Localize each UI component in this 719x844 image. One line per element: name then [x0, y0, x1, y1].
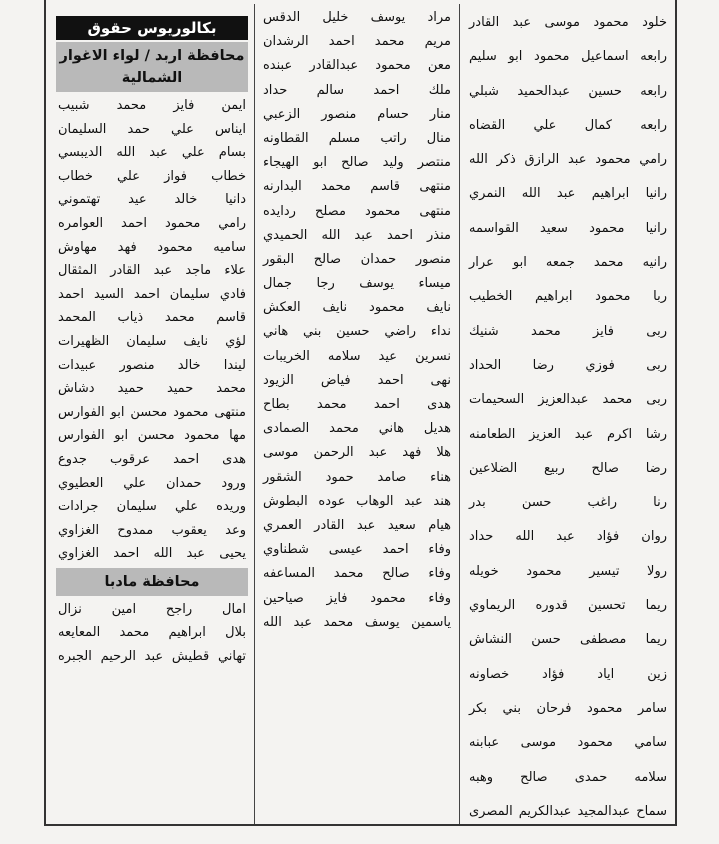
graduate-name: ريما تحسين قدوره الريماوي — [469, 598, 667, 614]
graduate-name: منار حسام منصور الزعبي — [263, 106, 451, 122]
graduate-name: منتهى محمود محسن ابو الفوارس — [58, 404, 246, 420]
graduate-name: سلامه حمدى صالح وهبه — [469, 769, 667, 785]
graduate-name: هناء صامد حمود الشقور — [263, 469, 451, 485]
graduate-name: رشا اكرم عبد العزيز الطعامنه — [469, 426, 667, 442]
graduate-name: ريما مصطفى حسن النشاش — [469, 632, 667, 648]
graduate-name: ياسمين يوسف محمد عبد الله — [263, 614, 451, 630]
graduate-name: معن محمود عبدالقادر عبنده — [263, 58, 451, 74]
graduate-name: خطاب فواز علي خطاب — [58, 168, 246, 184]
graduate-name: زين اياد فؤاد خصاونه — [469, 666, 667, 682]
graduate-name: ايمن فايز محمد شبيب — [58, 98, 246, 113]
names-column-middle — [257, 6, 457, 824]
graduate-name: نهى احمد فياض الزيود — [263, 372, 451, 388]
names-list — [257, 6, 457, 635]
graduate-name: تهاني قطيش عبد الرحيم الجبره — [58, 649, 246, 665]
graduate-name: وفاء محمود فايز صياحين — [263, 590, 451, 606]
graduate-name: رانيه محمد جمعه ابو عرار — [469, 255, 667, 271]
graduate-name: رابعه كمال علي القضاه — [469, 117, 667, 133]
graduate-name: رامي محمود عبد الرازق ذكر الله — [469, 152, 667, 168]
graduate-name: رانيا ابراهيم عبد الله النمري — [469, 186, 667, 202]
graduate-name: رنا راغب حسن بدر — [469, 495, 667, 511]
graduate-name: هدى احمد محمد بطاح — [263, 397, 451, 412]
graduate-name: امال راجح امين نزال — [58, 601, 246, 617]
graduate-name: بسام علي عبد الله الديبسي — [58, 145, 246, 161]
page-border-bottom — [44, 824, 676, 826]
graduate-name: سامي محمود موسى عبابنه — [469, 735, 667, 751]
graduate-name: وفاء احمد عيسى شطناوي — [263, 542, 451, 558]
graduate-name: دانيا خالد عيد تهتموني — [58, 192, 246, 208]
names-column-right — [463, 6, 673, 824]
names-list — [463, 6, 673, 824]
graduate-name: سامر محمود فرحان بني بكر — [469, 700, 667, 716]
names-list — [52, 94, 252, 566]
graduate-name: ايناس علي حمد السليمان — [58, 121, 246, 137]
graduate-name: رامي محمود احمد العوامره — [58, 215, 246, 231]
graduate-name: محمد حميد حميد دشاش — [58, 381, 246, 397]
graduate-name: نسرين عيد سلامه الخريبات — [263, 348, 451, 364]
graduate-name: وعد يعقوب ممدوح الغزاوي — [58, 522, 246, 538]
graduate-name: ربا محمود ابراهيم الخطيب — [469, 289, 667, 305]
graduate-name: روان فؤاد عبد الله حداد — [469, 529, 667, 545]
graduate-name: هلا فهد عبد الرحمن موسى — [263, 445, 451, 461]
graduate-name: منتصر وليد صالح ابو الهيجاء — [263, 155, 451, 171]
graduate-name: رولا تيسير محمود خويله — [469, 563, 667, 579]
graduate-name: منال راتب مسلم القطاونه — [263, 130, 451, 146]
graduate-name: خلود محمود موسى عبد القادر — [469, 15, 667, 30]
graduate-name: منتهى محمود مصلح ردايده — [263, 203, 451, 219]
graduate-name: ميساء يوسف رجا جمال — [263, 276, 451, 292]
graduate-name: هديل هاني محمد الصمادى — [263, 421, 451, 437]
irbid-section-header: محافظة اربد / لواء الاغوار الشمالية — [56, 42, 248, 92]
graduate-name: مها محمود محسن ابو الفوارس — [58, 428, 246, 444]
graduate-name: رضا صالح ربيع الضلاعين — [469, 460, 667, 476]
graduate-name: مراد يوسف خليل الدقس — [263, 10, 451, 25]
graduate-name: منذر احمد عبد الله الحميدي — [263, 227, 451, 243]
graduate-name: ربى محمد عبدالعزيز السحيمات — [469, 392, 667, 408]
page-border-right — [675, 0, 677, 826]
graduate-name: ملك احمد سالم حداد — [263, 82, 451, 98]
madaba-section-header: محافظة مادبا — [56, 568, 248, 596]
names-column-left — [52, 6, 252, 824]
graduate-name: منتهى قاسم محمد البدارنه — [263, 179, 451, 195]
graduate-name: لؤي نايف سليمان الظهيرات — [58, 333, 246, 349]
graduate-name: بلال ابراهيم محمد المعايعه — [58, 625, 246, 641]
graduate-name: هند عبد الوهاب عوده البطوش — [263, 493, 451, 509]
graduate-name: ليندا خالد منصور عبيدات — [58, 357, 246, 373]
graduate-name: يحيى عبد الله احمد الغزاوي — [58, 546, 246, 562]
graduate-name: منصور حمدان صالح البقور — [263, 251, 451, 267]
degree-header: بكالوريوس حقوق — [56, 16, 248, 40]
graduate-name: ربى فايز محمد شنيك — [469, 323, 667, 339]
graduate-name: رابعه اسماعيل محمود ابو سليم — [469, 49, 667, 65]
graduate-name: مريم محمد احمد الرشدان — [263, 34, 451, 50]
graduate-name: هدى احمد عرقوب جدوع — [58, 451, 246, 467]
graduate-name: علاء ماجد عبد القادر المثقال — [58, 263, 246, 279]
adjacent-page-edge — [0, 0, 46, 826]
names-list — [52, 598, 252, 669]
column-divider — [254, 4, 255, 824]
graduate-name: سماح عبدالمجيد عبدالكريم المصرى — [469, 803, 667, 819]
graduate-name: وفاء صالح محمد المساعفه — [263, 566, 451, 582]
graduate-name: ورود حمدان علي العطيوي — [58, 475, 246, 491]
graduate-name: رانيا محمود سعيد القواسمه — [469, 220, 667, 236]
graduate-name: نايف محمود نايف العكش — [263, 300, 451, 316]
graduate-name: قاسم محمد ذياب المحمد — [58, 310, 246, 326]
graduate-name: فادي سليمان احمد السيد احمد — [58, 286, 246, 302]
graduate-name: ساميه محمود فهد مهاوش — [58, 239, 246, 255]
graduate-name: رابعه حسين عبدالحميد شبلي — [469, 83, 667, 99]
graduate-name: هيام سعيد عبد القادر العمري — [263, 517, 451, 533]
graduate-name: ربى فوزي رضا الحداد — [469, 357, 667, 373]
column-divider — [459, 4, 460, 824]
graduate-name: نداء راضي حسين بني هاني — [263, 324, 451, 340]
graduate-name: وريده علي سليمان جرادات — [58, 499, 246, 515]
